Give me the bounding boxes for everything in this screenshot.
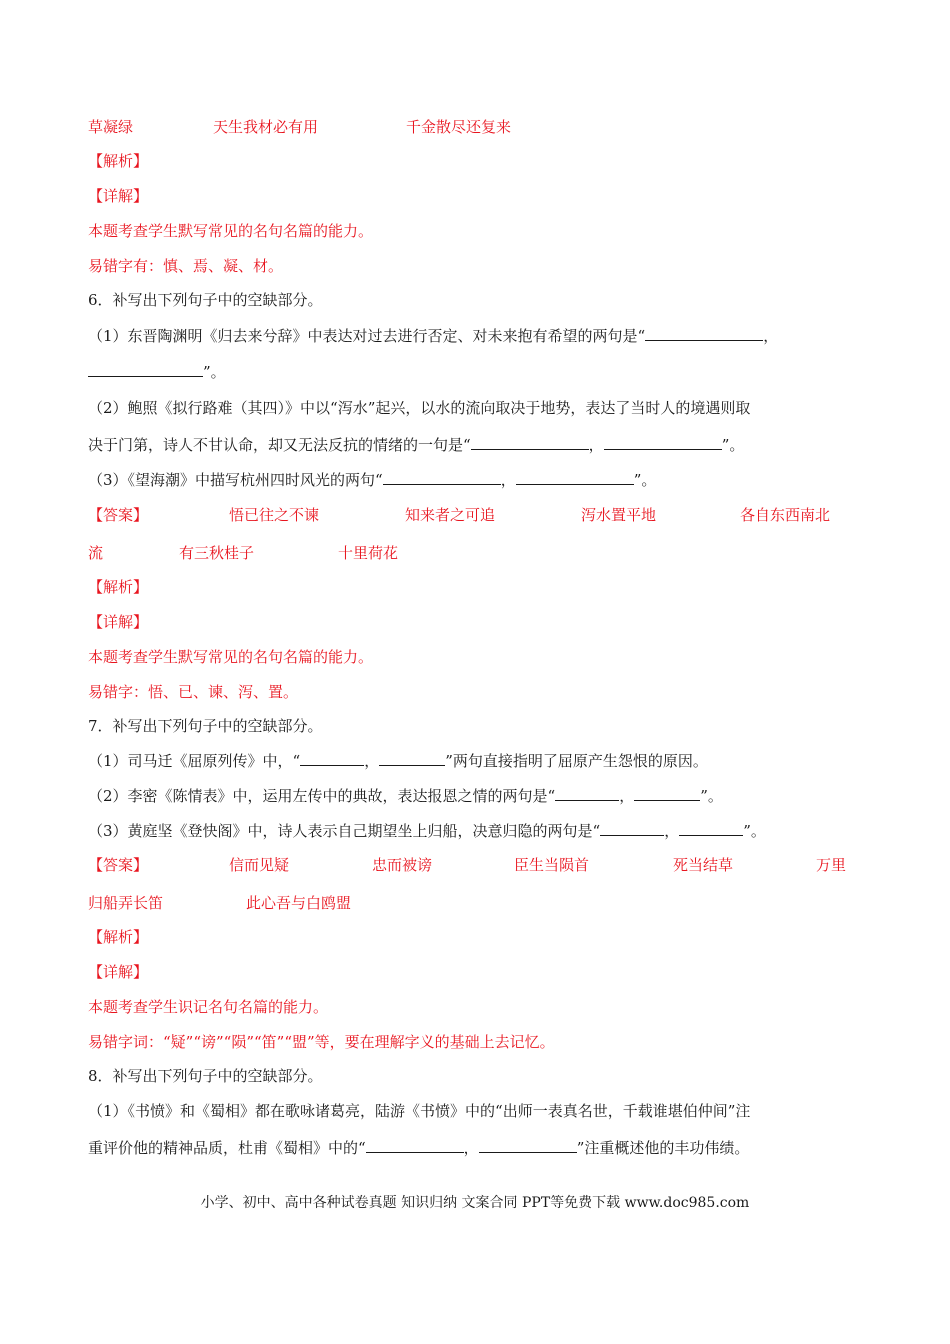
question-8-part-1: （1）《书愤》和《蜀相》都在歌咏诸葛亮，陆游《书愤》中的“出师一表真名世，千载谁堪伯仲间”注 — [88, 1102, 751, 1120]
detail-7: 本题考查学生识记名句名篇的能力。 — [88, 998, 329, 1016]
errors-6: 易错字：悟、已、谏、泻、置。 — [88, 683, 299, 701]
detail-5: 本题考查学生默写常见的名句名篇的能力。 — [88, 222, 374, 240]
errors-5: 易错字有：慎、焉、凝、材。 — [88, 257, 284, 275]
jiexi-label-7: 【解析】 — [88, 928, 149, 946]
answer-6-1: 悟已往之不谏 — [229, 506, 320, 524]
question-8-title: 8．补写出下列句子中的空缺部分。 — [88, 1067, 323, 1085]
blank[interactable] — [679, 821, 743, 836]
answer-5-2: 天生我材必有用 — [213, 118, 319, 136]
question-6-part-1: （1）东晋陶渊明《归去来兮辞》中表达对过去进行否定、对未来抱有希望的两句是“ ， — [88, 327, 779, 345]
question-6-title: 6．补写出下列句子中的空缺部分。 — [88, 291, 323, 309]
question-6-part-2-cont: 决于门第，诗人不甘认命，却又无法反抗的情绪的一句是“ ， ”。 — [88, 436, 745, 454]
blank[interactable] — [379, 751, 445, 766]
detail-6: 本题考查学生默写常见的名句名篇的能力。 — [88, 648, 374, 666]
question-8-part-1-cont: 重评价他的精神品质，杜甫《蜀相》中的“ ， ”注重概述他的丰功伟绩。 — [88, 1139, 750, 1157]
question-6-part-3: （3）《望海潮》中描写杭州四时风光的两句“ ， ”。 — [88, 471, 657, 489]
blank[interactable] — [366, 1138, 464, 1153]
question-7-title: 7．补写出下列句子中的空缺部分。 — [88, 717, 323, 735]
answer-7-2: 忠而被谤 — [372, 856, 433, 874]
jiexi-label-6: 【解析】 — [88, 578, 149, 596]
blank[interactable] — [634, 786, 700, 801]
blank[interactable] — [516, 470, 634, 485]
answer-7-7: 此心吾与白鸥盟 — [246, 894, 352, 912]
answer-6-4-cont: 流 — [88, 544, 104, 562]
blank[interactable] — [600, 821, 664, 836]
xiangjie-label-6: 【详解】 — [88, 613, 149, 631]
answer-6-5: 有三秋桂子 — [179, 544, 255, 562]
answer-5-3: 千金散尽还复来 — [406, 118, 512, 136]
blank[interactable] — [555, 786, 619, 801]
question-6-part-2: （2）鲍照《拟行路难（其四）》中以“泻水”起兴，以水的流向取决于地势，表达了当时人的境遇则取 — [88, 399, 751, 417]
xiangjie-label-5: 【详解】 — [88, 187, 149, 205]
question-7-part-1: （1）司马迁《屈原列传》中，“ ， ”两句直接指明了屈原产生怨恨的原因。 — [88, 752, 708, 770]
blank[interactable] — [300, 751, 364, 766]
blank[interactable] — [471, 435, 589, 450]
blank[interactable] — [479, 1138, 577, 1153]
blank[interactable] — [383, 470, 501, 485]
answer-label-6: 【答案】 — [88, 506, 149, 524]
answer-6-3: 泻水置平地 — [581, 506, 657, 524]
answer-6-2: 知来者之可追 — [405, 506, 496, 524]
jiexi-label-5: 【解析】 — [88, 152, 149, 170]
question-7-part-2: （2）李密《陈情表》中，运用左传中的典故，表达报恩之情的两句是“ ， ”。 — [88, 787, 723, 805]
blank[interactable] — [645, 326, 763, 341]
errors-7: 易错字词：“疑”“谤”“陨”“笛”“盟”等，要在理解字义的基础上去记忆。 — [88, 1033, 555, 1051]
answer-7-5: 万里 — [816, 856, 847, 874]
question-6-part-1-cont: ”。 — [88, 362, 226, 382]
xiangjie-label-7: 【详解】 — [88, 963, 149, 981]
blank[interactable] — [88, 362, 203, 377]
answer-7-6: 归船弄长笛 — [88, 894, 164, 912]
answer-7-1: 信而见疑 — [229, 856, 290, 874]
answer-6-4: 各自东西南北 — [740, 506, 831, 524]
blank[interactable] — [604, 435, 722, 450]
answer-7-4: 死当结草 — [673, 856, 734, 874]
question-7-part-3: （3）黄庭坚《登快阁》中，诗人表示自己期望坐上归船，决意归隐的两句是“ ， ”。 — [88, 822, 766, 840]
page-footer: 小学、初中、高中各种试卷真题 知识归纳 文案合同 PPT等免费下载 www.doc985.com — [200, 1195, 750, 1211]
answer-label-7: 【答案】 — [88, 856, 149, 874]
answer-6-6: 十里荷花 — [338, 544, 399, 562]
answer-5-1: 草凝绿 — [88, 118, 134, 136]
answer-7-3: 臣生当陨首 — [514, 856, 590, 874]
